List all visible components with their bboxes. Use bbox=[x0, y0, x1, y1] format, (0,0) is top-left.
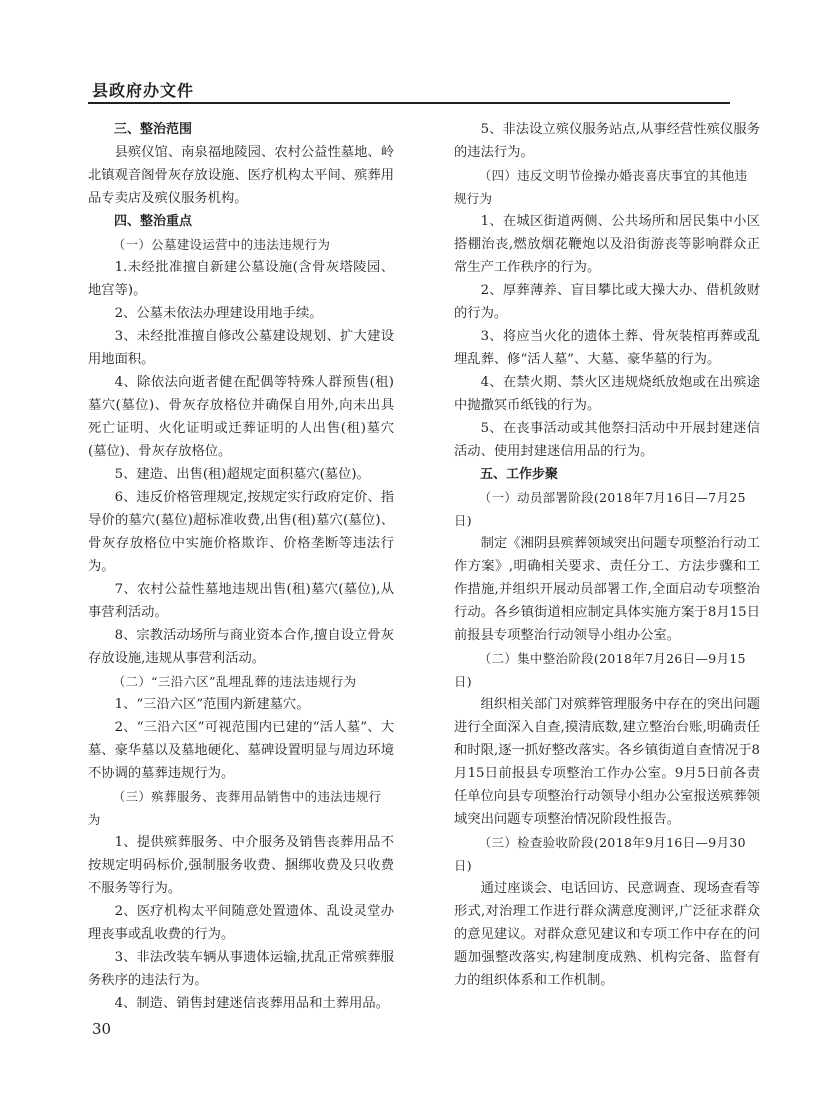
paragraph: 3、未经批准擅自修改公墓建设规划、扩大建设用地面积。 bbox=[88, 329, 394, 367]
left-column bbox=[88, 118, 394, 1015]
paragraph: 通过座谈会、电话回访、民意调查、现场查看等形式,对治理工作进行群众满意度测评,广泛征求群众的意见建议。对群众意见建议和专项工作中存在的问题加强整改落实,构建制度成熟、机构完备、监督有力的组织体系和工作机制。 bbox=[454, 881, 760, 988]
section-heading-steps: 五、工作步聚 bbox=[480, 467, 559, 482]
paragraph: 6、违反价格管理规定,按规定实行政府定价、指导价的墓穴(墓位)超标准收费,出售(租)墓穴(墓位)、骨灰存放格位中实施价格欺诈、价格垄断等违法行为。 bbox=[88, 490, 394, 574]
paragraph: 8、宗教活动场所与商业资本合作,擅自设立骨灰存放设施,违规从事营利活动。 bbox=[88, 628, 394, 666]
section-heading-scope: 三、整治范围 bbox=[114, 122, 193, 137]
right-column bbox=[454, 118, 760, 992]
header-divider bbox=[88, 102, 730, 104]
paragraph: 3、将应当火化的遗体土葬、骨灰装棺再葬或乱埋乱葬、修“活人墓”、大墓、豪华墓的行为。 bbox=[454, 329, 760, 367]
paragraph: 5、非法设立殡仪服务站点,从事经营性殡仪服务的违法行为。 bbox=[454, 122, 760, 160]
paragraph: 4、制造、销售封建迷信丧葬用品和土葬用品。 bbox=[114, 996, 389, 1011]
subheading: （二）集中整治阶段(2018年7月26日—9月15日) bbox=[454, 651, 746, 689]
subheading: （四）违反文明节俭操办婚丧喜庆事宜的其他违规行为 bbox=[454, 168, 748, 206]
paragraph: 1、“三沿六区”范围内新建墓穴。 bbox=[114, 697, 310, 712]
subheading: （二）“三沿六区”乱埋乱葬的违法违规行为 bbox=[112, 674, 357, 689]
paragraph: 制定《湘阴县殡葬领域突出问题专项整治行动工作方案》,明确相关要求、责任分工、方法步骤和工作措施,并组织开展动员部署工作,全面启动专项整治行动。各乡镇街道相应制定具体实施方案于8月15日前报县专项整治行动领导小组办公室。 bbox=[454, 536, 760, 643]
paragraph: 1、在城区街道两侧、公共场所和居民集中小区搭棚治丧,燃放烟花鞭炮以及沿街游丧等影响群众正常生产工作秩序的行为。 bbox=[454, 214, 760, 275]
page-number: 30 bbox=[92, 1020, 112, 1038]
paragraph: 2、医疗机构太平间随意处置遗体、乱设灵堂办理丧事或乱收费的行为。 bbox=[88, 904, 394, 942]
paragraph: 组织相关部门对殡葬管理服务中存在的突出问题进行全面深入自查,摸清底数,建立整治台账,明确责任和时限,逐一抓好整改落实。各乡镇街道自查情况于8月15日前报县专项整治工作办公室。9月5日前各责任单位向县专项整治行动领导小组办公室报送殡葬领域突出问题专项整治情况阶段性报告。 bbox=[454, 697, 760, 827]
paragraph: 2、厚葬薄养、盲目攀比或大操大办、借机敛财的行为。 bbox=[454, 283, 760, 321]
subheading: （三）殡葬服务、丧葬用品销售中的违法违规行为 bbox=[88, 789, 382, 827]
paragraph: 3、非法改装车辆从事遗体运输,扰乱正常殡葬服务秩序的违法行为。 bbox=[88, 950, 394, 988]
subheading: （三）检查验收阶段(2018年9月16日—9月30日) bbox=[454, 835, 746, 873]
paragraph: 4、在禁火期、禁火区违规烧纸放炮或在出殡途中抛撒冥币纸钱的行为。 bbox=[454, 375, 760, 413]
running-header-title: 县政府办文件 bbox=[92, 81, 195, 100]
paragraph: 1.未经批准擅自新建公墓设施(含骨灰塔陵园、地宫等)。 bbox=[88, 260, 394, 298]
paragraph: 2、“三沿六区”可视范围内已建的“活人墓”、大墓、豪华墓以及墓地硬化、墓碑设置明显与周边环境不协调的墓葬违规行为。 bbox=[88, 720, 394, 781]
paragraph: 5、在丧事活动或其他祭扫活动中开展封建迷信活动、使用封建迷信用品的行为。 bbox=[454, 421, 760, 459]
paragraph: 2、公墓未依法办理建设用地手续。 bbox=[114, 306, 323, 321]
subheading: （一）公墓建设运营中的违法违规行为 bbox=[112, 237, 331, 252]
paragraph: 县殡仪馆、南泉福地陵园、农村公益性墓地、岭北镇观音阁骨灰存放设施、医疗机构太平间、殡葬用品专卖店及殡仪服务机构。 bbox=[88, 145, 394, 206]
subheading: （一）动员部署阶段(2018年7月16日—7月25日) bbox=[454, 490, 746, 528]
paragraph: 1、提供殡葬服务、中介服务及销售丧葬用品不按规定明码标价,强制服务收费、捆绑收费及只收费不服务等行为。 bbox=[88, 835, 394, 896]
paragraph: 7、农村公益性墓地违规出售(租)墓穴(墓位),从事营利活动。 bbox=[88, 582, 394, 620]
paragraph: 4、除依法向逝者健在配偶等特殊人群预售(租)墓穴(墓位)、骨灰存放格位并确保自用外,向未出具死亡证明、火化证明或迁葬证明的人出售(租)墓穴(墓位)、骨灰存放格位。 bbox=[88, 375, 394, 459]
section-heading-focus: 四、整治重点 bbox=[114, 214, 193, 229]
paragraph: 5、建造、出售(租)超规定面积墓穴(墓位)。 bbox=[114, 467, 370, 482]
